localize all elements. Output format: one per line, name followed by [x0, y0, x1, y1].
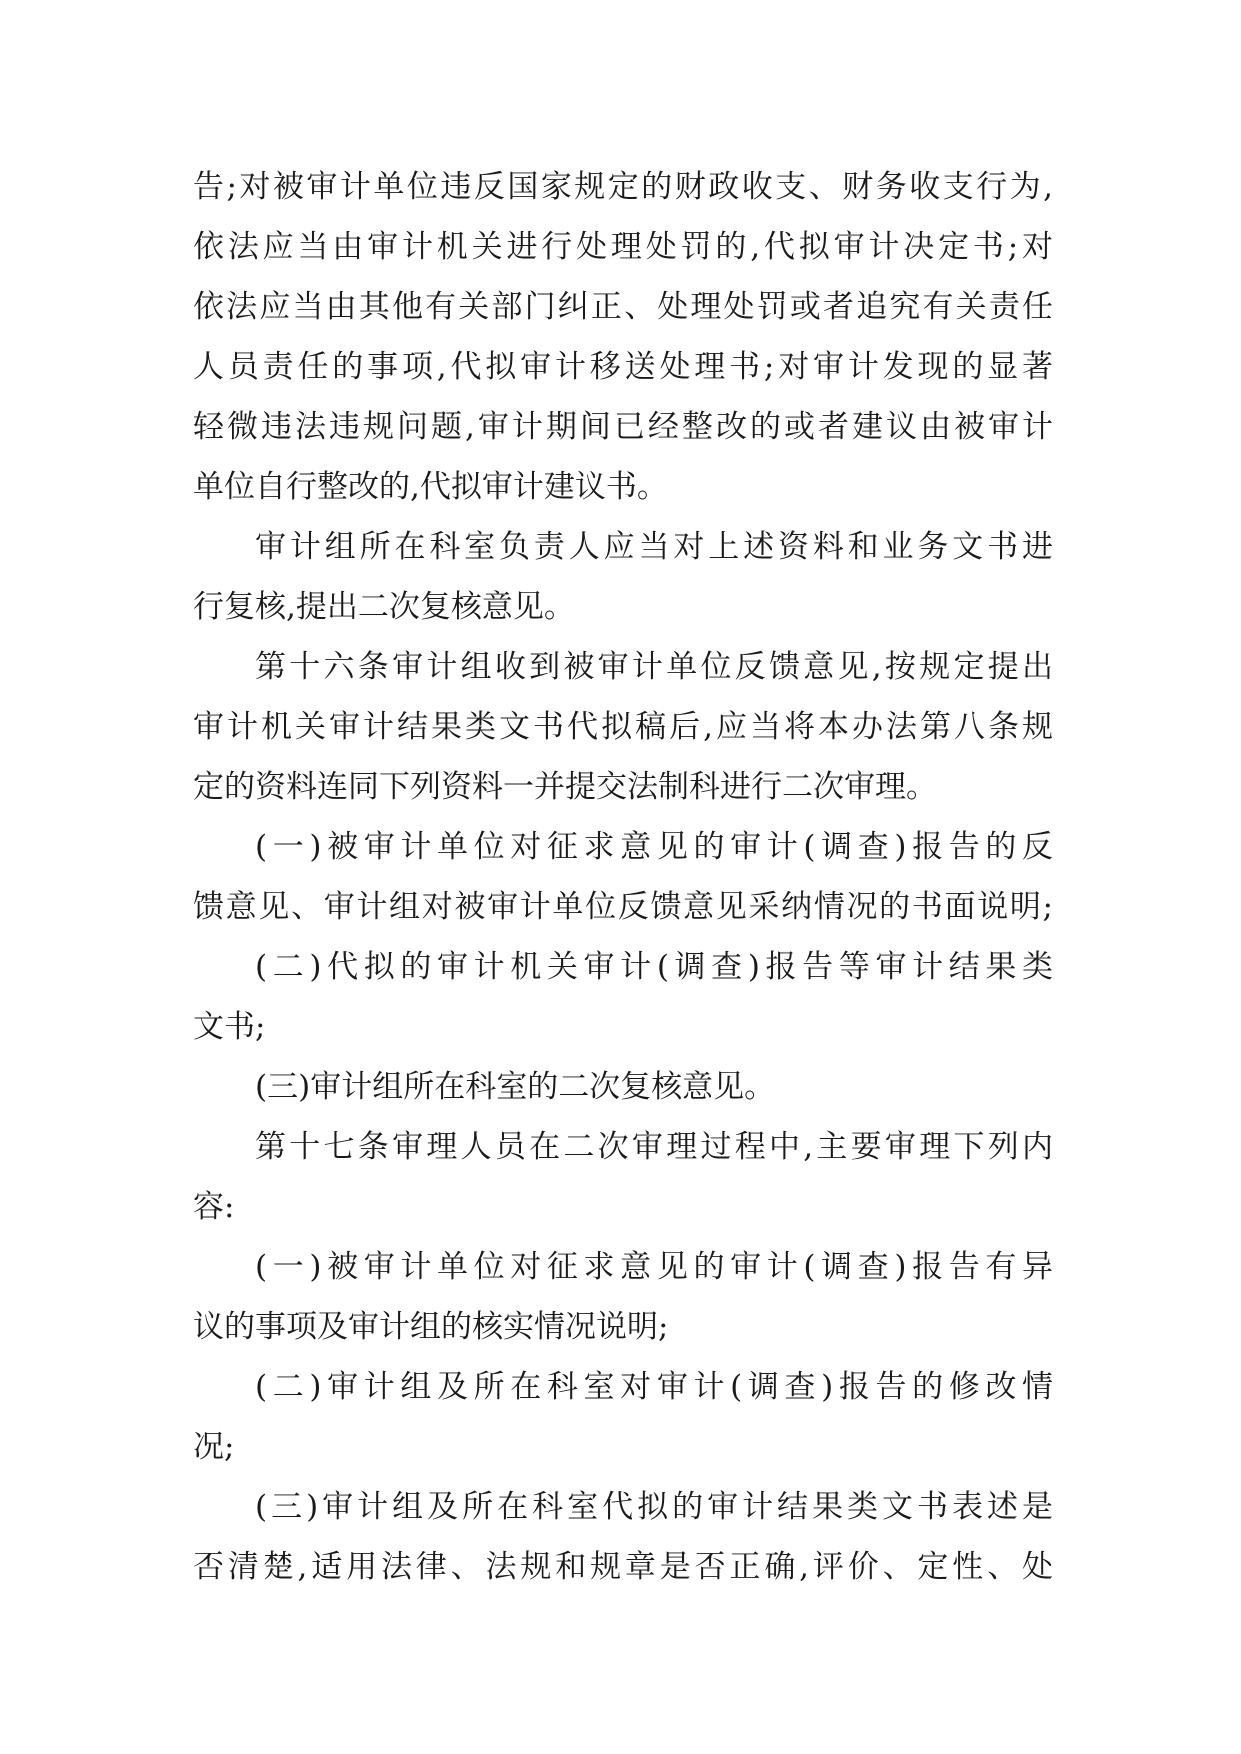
text-line: 人员责任的事项,代拟审计移送处理书;对审计发现的显著	[193, 349, 1053, 385]
text-line: 单位自行整改的,代拟审计建议书。	[193, 469, 668, 505]
text-line: 否清楚,适用法律、法规和规章是否正确,评价、定性、处	[193, 1549, 1053, 1585]
text-line: 审计组所在科室负责人应当对上述资料和业务文书进	[255, 529, 1053, 565]
text-line: 轻微违法违规问题,审计期间已经整改的或者建议由被审计	[193, 409, 1053, 445]
text-line: 馈意见、审计组对被审计单位反馈意见采纳情况的书面说明;	[193, 889, 1053, 925]
text-line: 依法应当由审计机关进行处理处罚的,代拟审计决定书;对	[193, 229, 1053, 265]
text-line: 议的事项及审计组的核实情况说明;	[193, 1309, 669, 1345]
text-line: 第十七条审理人员在二次审理过程中,主要审理下列内	[255, 1129, 1053, 1165]
text-line: 定的资料连同下列资料一并提交法制科进行二次审理。	[193, 769, 937, 805]
text-line: (三)审计组所在科室的二次复核意见。	[255, 1069, 776, 1105]
text-line: 审计机关审计结果类文书代拟稿后,应当将本办法第八条规	[193, 709, 1053, 745]
text-line: (一)被审计单位对征求意见的审计(调查)报告有异	[255, 1249, 1053, 1285]
text-line: (二)代拟的审计机关审计(调查)报告等审计结果类	[255, 949, 1053, 985]
text-line: 行复核,提出二次复核意见。	[193, 589, 575, 625]
text-line: (三)审计组及所在科室代拟的审计结果类文书表述是	[255, 1489, 1053, 1525]
text-line: (一)被审计单位对征求意见的审计(调查)报告的反	[255, 829, 1053, 865]
text-line: 况;	[193, 1429, 235, 1465]
text-line: (二)审计组及所在科室对审计(调查)报告的修改情	[255, 1369, 1053, 1405]
text-line: 告;对被审计单位违反国家规定的财政收支、财务收支行为,	[193, 169, 1053, 205]
text-line: 容:	[193, 1189, 235, 1225]
text-line: 第十六条审计组收到被审计单位反馈意见,按规定提出	[255, 649, 1053, 685]
text-line: 文书;	[193, 1009, 266, 1045]
text-line: 依法应当由其他有关部门纠正、处理处罚或者追究有关责任	[193, 289, 1053, 325]
